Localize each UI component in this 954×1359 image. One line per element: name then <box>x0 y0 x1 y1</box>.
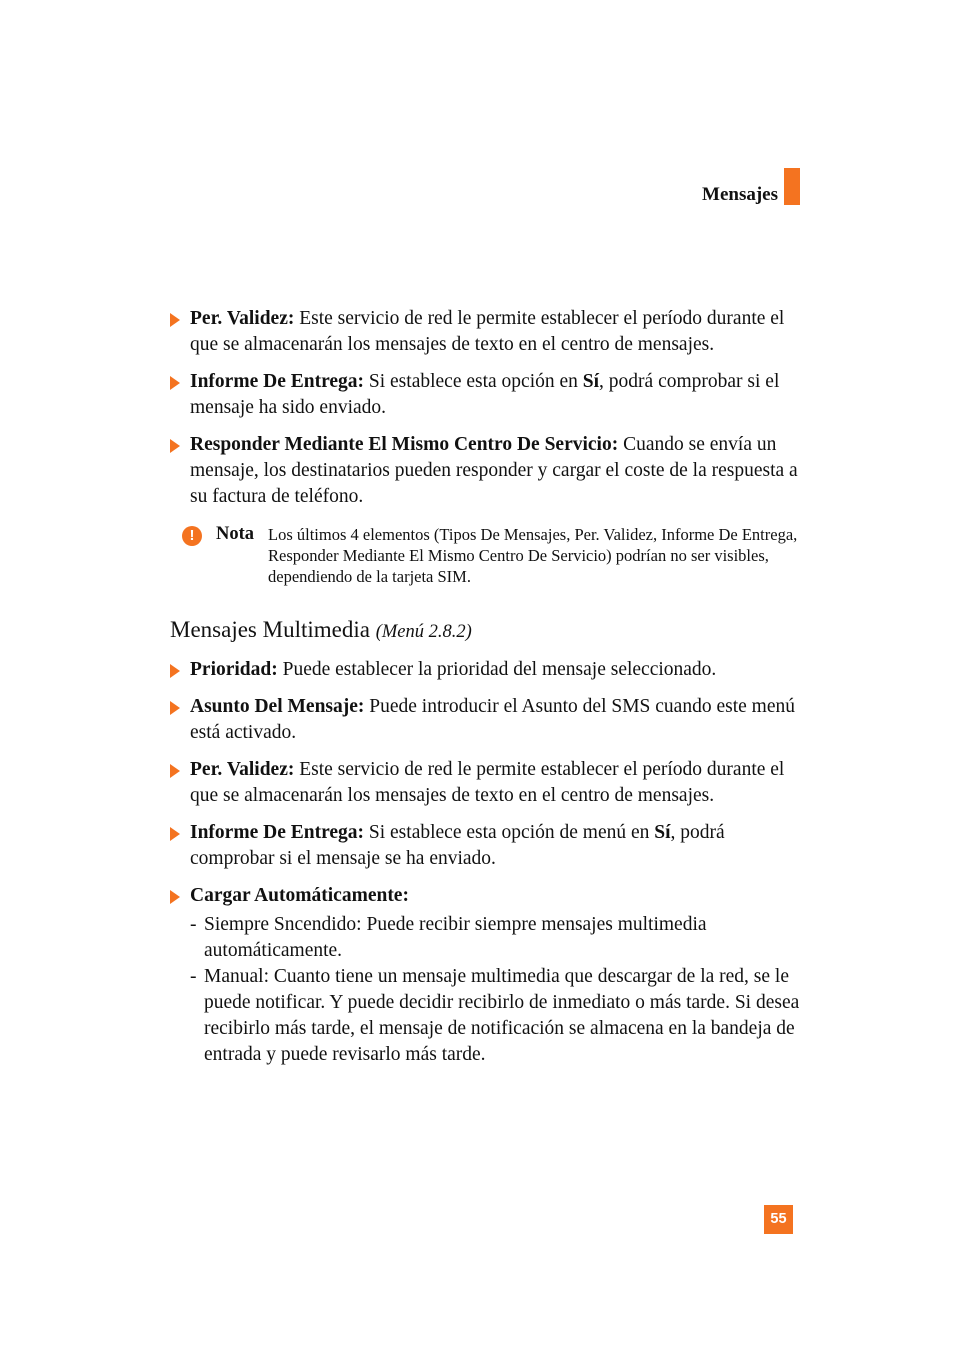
list-item <box>170 694 810 746</box>
list-item <box>170 369 810 421</box>
page-number: 55 <box>764 1205 793 1234</box>
sub-item-text: Manual: Cuanto tiene un mensaje multimedia que descargar de la red, se le puede notificar. Y puede decidir recibirlo de inmediato o más tarde. Si desea recibirlo más tarde, el mensaje de notificación se almacena en la bandeja de entrada y puede revisarlo más tarde. <box>204 966 800 1065</box>
item-emphasis: Sí <box>654 822 671 843</box>
main-content <box>170 306 810 1068</box>
dash-marker: - <box>190 966 197 987</box>
item-label: Per. Validez: <box>190 759 295 780</box>
note-label: Nota <box>216 524 255 544</box>
arrow-bullet-icon <box>170 439 180 453</box>
header-accent-bar <box>784 168 800 205</box>
item-text: Cuando se envía un mensaje, los destinatarios pueden responder y cargar el coste de la respuesta a su factura de teléfono. <box>190 434 798 507</box>
list-item <box>170 432 810 510</box>
dash-marker: - <box>190 914 197 935</box>
list-item <box>170 657 810 683</box>
item-label: Responder Mediante El Mismo Centro De Servicio: <box>190 434 619 455</box>
item-text: Si establece esta opción en <box>364 371 583 392</box>
item-label: Per. Validez: <box>190 308 295 329</box>
item-text: Si establece esta opción de menú en <box>364 822 655 843</box>
section-heading-text: Mensajes Multimedia <box>170 617 370 642</box>
arrow-bullet-icon <box>170 827 180 841</box>
arrow-bullet-icon <box>170 701 180 715</box>
item-label: Asunto Del Mensaje: <box>190 696 365 717</box>
item-text: , podrá comprobar si el mensaje ha sido enviado. <box>190 371 780 418</box>
sub-item-text: Siempre Sncendido: Puede recibir siempre mensajes multimedia automáticamente. <box>204 914 707 961</box>
sub-list-item <box>170 964 810 1068</box>
list-item <box>170 757 810 809</box>
arrow-bullet-icon <box>170 313 180 327</box>
item-text: Puede introducir el Asunto del SMS cuando este menú está activado. <box>190 696 795 743</box>
item-label: Prioridad: <box>190 659 278 680</box>
menu-reference: (Menú 2.8.2) <box>375 622 472 642</box>
arrow-bullet-icon <box>170 764 180 778</box>
sub-list-item <box>170 912 810 964</box>
item-text: Puede establecer la prioridad del mensaje seleccionado. <box>277 659 717 680</box>
section-title: Mensajes <box>702 184 778 205</box>
list-item <box>170 883 810 909</box>
arrow-bullet-icon <box>170 376 180 390</box>
item-label: Informe De Entrega: <box>190 371 365 392</box>
item-text: , podrá comprobar si el mensaje se ha enviado. <box>190 822 725 869</box>
list-item <box>170 306 810 358</box>
exclamation-icon: ! <box>182 526 202 546</box>
arrow-bullet-icon <box>170 664 180 678</box>
note-text: Los últimos 4 elementos (Tipos De Mensajes, Per. Validez, Informe De Entrega, Responder Mediante El Mismo Centro De Servicio) podrían no ser visibles, dependiendo de la tarjeta SIM. <box>268 525 798 586</box>
item-label: Cargar Automáticamente: <box>190 885 409 906</box>
list-item <box>170 820 810 872</box>
section-heading <box>170 615 810 647</box>
item-label: Informe De Entrega: <box>190 822 365 843</box>
arrow-bullet-icon <box>170 890 180 904</box>
note-box <box>182 524 810 587</box>
item-emphasis: Sí <box>582 371 600 392</box>
item-text: Este servicio de red le permite establecer el período durante el que se almacenarán los mensajes de texto en el centro de mensajes. <box>190 308 785 355</box>
item-text: Este servicio de red le permite establecer el período durante el que se almacenarán los mensajes de texto en el centro de mensajes. <box>190 759 785 806</box>
sub-list <box>170 912 810 1068</box>
